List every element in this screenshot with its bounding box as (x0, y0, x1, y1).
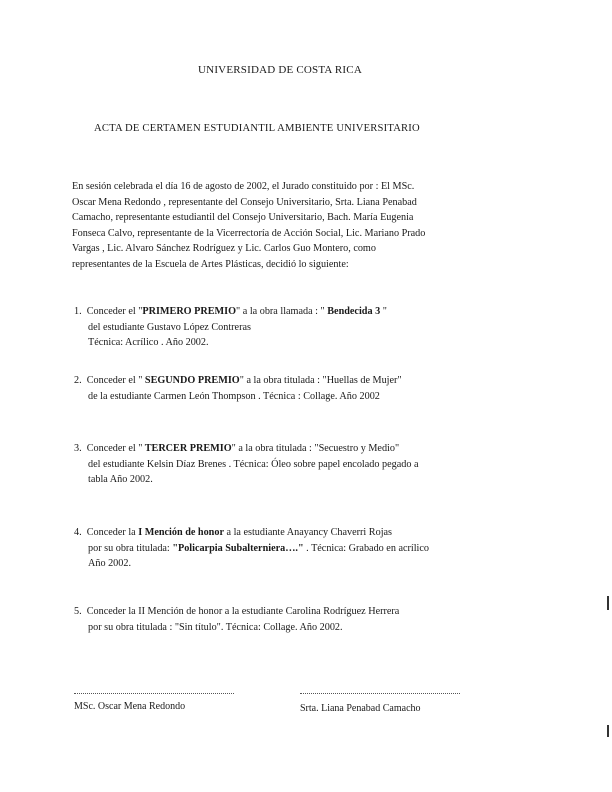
signature-name: Srta. Liana Penabad Camacho (300, 703, 421, 714)
award-item-1 (74, 304, 387, 351)
signature-name: MSc. Oscar Mena Redondo (74, 701, 186, 712)
award-text: " a la obra llamada : " (236, 306, 325, 317)
intro-line: Fonseca Calvo, representante de la Vicerrectoría de Acción Social, Lic. Mariano Prado (72, 227, 426, 239)
award-item-3 (74, 441, 419, 488)
item-number: 4. (74, 527, 82, 538)
intro-paragraph (72, 179, 425, 272)
award-text: por su obra titulada: (88, 542, 173, 554)
award-text: Conceder el " (86, 306, 143, 317)
award-line (74, 525, 429, 541)
award-line: Año 2002. (88, 558, 132, 569)
award-text: " a la obra titulada : "Secuestro y Medio" (231, 443, 400, 454)
award-text: a la estudiante Anayancy Chaverri Rojas (223, 527, 393, 538)
award-text: " a la obra titulada : "Huellas de Mujer" (239, 375, 402, 386)
act-title: ACTA DE CERTAMEN ESTUDIANTIL AMBIENTE UNIVERSITARIO (94, 123, 420, 134)
intro-line: Oscar Mena Redondo , representante del Consejo Universitario, Srta. Liana Penabad (72, 196, 417, 208)
award-name: TERCER PREMIO (142, 443, 232, 454)
award-line (74, 373, 402, 389)
work-title: "Policarpia Subalterniera…." (172, 542, 304, 554)
work-title: Bendecida 3 (324, 306, 383, 317)
award-line: por su obra titulada : "Sin título". Técnica: Collage. Año 2002. (88, 621, 343, 633)
signature-line (300, 693, 460, 694)
intro-line: Camacho, representante estudiantil del Consejo Universitario, Bach. María Eugenia (72, 212, 414, 223)
award-text: " (382, 306, 387, 317)
award-line (74, 541, 429, 557)
item-number: 2. (74, 375, 82, 386)
award-line (74, 441, 419, 457)
award-text: Conceder la II Mención de honor a la estudiante Carolina Rodríguez Herrera (86, 606, 400, 617)
item-number: 1. (74, 306, 82, 317)
university-heading: UNIVERSIDAD DE COSTA RICA (198, 64, 362, 76)
award-line: del estudiante Gustavo López Contreras (88, 321, 251, 333)
award-text: Conceder la (86, 527, 139, 538)
scan-edge-mark (607, 725, 609, 737)
award-item-2 (74, 373, 402, 404)
award-line: de la estudiante Carmen León Thompson . Técnica : Collage. Año 2002 (88, 390, 380, 402)
award-line (74, 604, 399, 620)
award-line: tabla Año 2002. (88, 474, 153, 485)
award-name: I Mención de honor (138, 527, 224, 538)
award-item-5 (74, 604, 399, 635)
intro-line: Vargas , Lic. Alvaro Sánchez Rodríguez y Lic. Carlos Guo Montero, como (72, 243, 376, 254)
award-line: Técnica: Acrílico . Año 2002. (88, 337, 209, 348)
signature-line (74, 693, 234, 694)
intro-line: representantes de la Escuela de Artes Plásticas, decidió lo siguiente: (72, 258, 349, 270)
item-number: 5. (74, 606, 82, 617)
award-name: PRIMERO PREMIO (142, 306, 237, 317)
scan-edge-mark (607, 596, 609, 610)
item-number: 3. (74, 443, 82, 454)
award-item-4 (74, 525, 429, 572)
award-text: Conceder el " (86, 443, 143, 454)
intro-line: En sesión celebrada el día 16 de agosto de 2002, el Jurado constituido por : El MSc. (72, 181, 415, 192)
award-line: del estudiante Kelsin Díaz Brenes . Técnica: Óleo sobre papel encolado pegado a (88, 458, 419, 470)
award-line (74, 304, 387, 320)
award-name: SEGUNDO PREMIO (142, 375, 240, 386)
award-text: Conceder el " (86, 375, 143, 386)
award-text: . Técnica: Grabado en acrílico (303, 542, 430, 554)
